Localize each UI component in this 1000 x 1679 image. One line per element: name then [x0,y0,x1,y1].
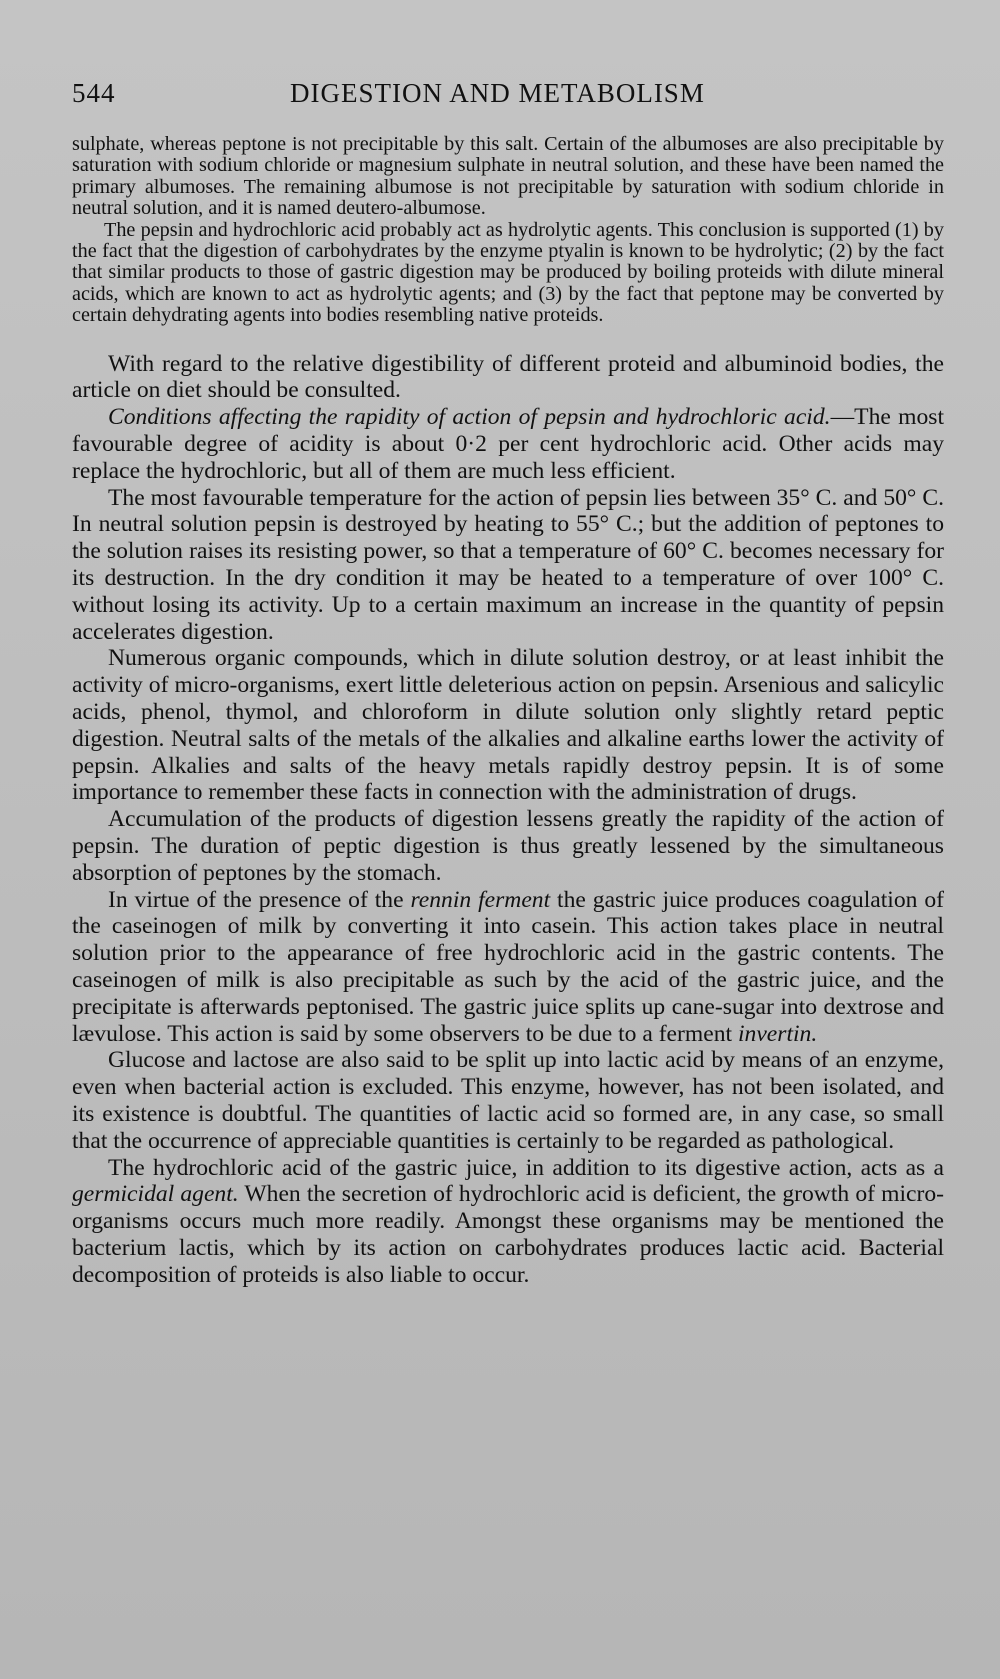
body-paragraph: Numerous organic compounds, which in dilute solution destroy, or at least inhibit the activity of micro-organisms, exert little deleterious action on pepsin. Arsenious and salicylic acids, phenol, thymol, and chloroform in dilute solution only slightly retard peptic digestion. Neutral salts of the metals of the alkalies and alkaline earths lower the activity of pepsin. Alkalies and salts of the heavy metals rapidly destroy pepsin. It is of some importance to remember these facts in connection with the administration of drugs. [72,645,944,806]
italic-term: germicidal agent. [72,1181,239,1208]
body-text: —The most favourable degree of acidity is about 0·2 per cent hydrochloric acid. Other acids may replace the hydrochloric, but all of them are much less efficient. [72,404,944,484]
body-text: the gastric juice produces coagulation of the caseinogen of milk by converting it into casein. This action takes place in neutral solution prior to the appearance of free hydrochloric acid in the gastric contents. The caseinogen of milk is also precipitable as such by the acid of the gastric juice, and the precipitate is afterwards peptonised. The gastric juice splits up cane-sugar into dextrose and lævulose. This action is said by some observers to be due to a ferment [72,886,944,1047]
body-paragraph: The most favourable temperature for the action of pepsin lies between 35° C. and 50° C. In neutral solution pepsin is destroyed by heating to 55° C.; but the addition of peptones to the solution raises its resisting power, so that a temperature of 60° C. becomes necessary for its destruction. In the dry condition it may be heated to a temperature of over 100° C. without losing its activity. Up to a certain maximum an increase in the quantity of pepsin accelerates digestion. [72,484,944,645]
small-print-section [72,134,944,327]
body-paragraph [72,887,944,1048]
section-heading-italic: Conditions affecting the rapidity of action of pepsin and hydrochloric acid. [108,404,831,431]
body-text: In virtue of the presence of the [108,886,411,913]
italic-term: rennin ferment [410,886,551,913]
running-head [72,78,944,126]
body-section [72,351,944,1289]
body-paragraph [72,404,944,484]
page-number: 544 [72,78,116,108]
italic-term: invertin. [737,1020,818,1047]
body-paragraph: Accumulation of the products of digestion lessens greatly the rapidity of the action of pepsin. The duration of peptic digestion is thus greatly lessened by the simultaneous absorption of peptones by the stomach. [72,806,944,886]
body-text: When the secretion of hydrochloric acid is deficient, the growth of micro-organisms occurs much more readily. Amongst these organisms may be mentioned the bacterium lactis, which by its action on carbohydrates produces lactic acid. Bacterial decomposition of proteids is also liable to occur. [72,1181,944,1288]
body-text: The hydrochloric acid of the gastric juice, in addition to its digestive action, acts as a [108,1154,944,1181]
small-paragraph: sulphate, whereas peptone is not precipitable by this salt. Certain of the albumoses are also precipitable by saturation with sodium chloride or magnesium sulphate in neutral solution, and these have been named the primary albumoses. The remaining albumose is not precipitable by saturation with sodium chloride in neutral solution, and it is named deutero-albumose. [72,133,944,220]
small-paragraph: The pepsin and hydrochloric acid probably act as hydrolytic agents. This conclusion is supported (1) by the fact that the digestion of carbohydrates by the enzyme ptyalin is known to be hydrolytic; (2) by the fact that similar products to those of gastric digestion may be produced by boiling proteids with dilute mineral acids, which are known to act as hydrolytic agents; and (3) by the fact that peptone may be converted by certain dehydrating agents into bodies resembling native proteids. [72,218,944,327]
body-paragraph: Glucose and lactose are also said to be split up into lactic acid by means of an enzyme, even when bacterial action is excluded. This enzyme, however, has not been isolated, and its existence is doubtful. The quantities of lactic acid so formed are, in any case, so small that the occurrence of appreciable quantities is certainly to be regarded as pathological. [72,1047,944,1154]
body-paragraph [72,1155,944,1289]
body-paragraph: With regard to the relative digestibility of different proteid and albuminoid bodies, the article on diet should be consulted. [72,350,944,404]
running-title: DIGESTION AND METABOLISM [290,78,705,108]
